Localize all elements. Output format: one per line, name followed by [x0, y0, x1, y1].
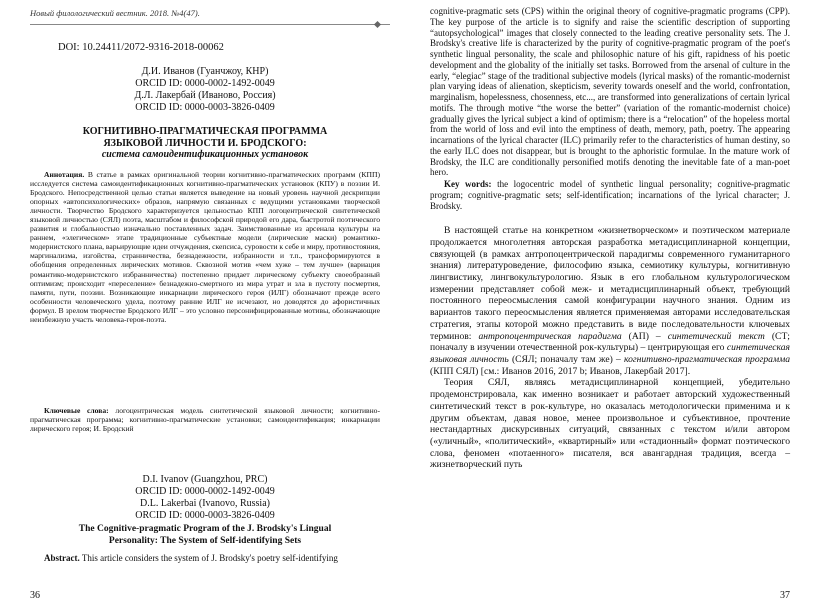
title-ru-line-1: КОГНИТИВНО-ПРАГМАТИЧЕСКАЯ ПРОГРАММА	[82, 126, 328, 137]
author-ru-1: Д.И. Иванов (Гуанчжоу, КНР)	[141, 66, 269, 77]
header-rule	[30, 24, 390, 25]
abstract-en-start	[30, 553, 380, 564]
abstract-en-text: This article considers the system of J. Brodsky's poetry self-identifying	[79, 553, 338, 563]
title-ru-line-2: ЯЗЫКОВОЙ ЛИЧНОСТИ И. БРОДСКОГО:	[103, 137, 307, 149]
author-en-2: D.L. Lakerbai (Ivanovo, Russia)	[140, 498, 270, 509]
orcid-ru-1: ORCID ID: 0000-0002-1492-0049	[135, 78, 275, 89]
term-anthropocentric-paradigm: антропоцентрическая парадигма	[478, 330, 622, 342]
title-ru-subtitle: система самоидентификационных установок	[101, 149, 309, 160]
body-p1-text-b: (АП) –	[621, 330, 668, 342]
body-p1-text-c: (СТ; поначалу в изучении отечественной рок-культуры) – центрирующая его	[430, 330, 790, 354]
term-synthetic-text: синтетический текст	[667, 330, 765, 342]
keywords-ru-label: Ключевые слова:	[44, 406, 109, 415]
authors-en	[30, 474, 380, 522]
body-p1-text-e: (КПП СЯЛ) [см.: Иванов 2016, 2017 b; Иванов, Лакербай 2017].	[430, 365, 691, 377]
abstract-ru-label: Аннотация.	[44, 170, 85, 179]
title-en-line-2: Personality: The System of Self-identifying Sets	[108, 535, 302, 546]
abstract-en-label: Abstract.	[44, 553, 80, 563]
running-head: Новый филологический вестник. 2018. №4(47).	[30, 8, 200, 18]
orcid-en-2: ORCID ID: 0000-0003-3826-0409	[135, 510, 275, 521]
keywords-ru	[30, 406, 380, 433]
author-en-1: D.I. Ivanov (Guangzhou, PRC)	[142, 474, 268, 485]
body-p1-text-d: (СЯЛ; поначалу там же) –	[508, 353, 624, 365]
abstract-ru	[30, 170, 380, 324]
term-cognitive-pragmatic-program: когнитивно-прагматическая программа	[623, 353, 790, 365]
keywords-en-text: the logocentric model of synthetic lingual personality; cognitive-pragmatic program; cognitive-pragmatic sets; self-identification; incarnations of the lyrical character; J. Brodsky.	[430, 179, 790, 211]
title-en-line-1: The Cognitive-pragmatic Program of the J. Brodsky's Lingual	[78, 524, 332, 534]
body-p1-text-a: В настоящей статье на конкретном «жизнетворческом» и поэтическом материале продолжается многолетняя авторская разработка метадисциплинарной концепции, связующей (в рамках антропоцентрической парадигмы современного гуманитарного знания) литературоведение, философию языка, семиотику культуры, когнитивную лингвистику, лингвокультурологию. Язык в его глобальном культурологическом измерении представляет собой меж- и метадисциплинарный объект, требующий постоянного переосмысления самой конфигурации научного знания. Одним из вариантов такого переосмысления является применяемая авторами исследовательская стратегия, этапы которой можно представить в виде последовательности ключевых терминов:	[430, 225, 790, 342]
orcid-ru-2: ORCID ID: 0000-0003-3826-0409	[135, 102, 275, 113]
body-paragraph-1	[430, 225, 790, 377]
right-column	[430, 6, 790, 471]
keywords-en	[430, 179, 790, 211]
orcid-en-1: ORCID ID: 0000-0002-1492-0049	[135, 486, 275, 497]
keywords-ru-text: логоцентрическая модель синтетической языковой личности; когнитивно-прагматическая программа; когнитивно-прагматические установки; самоидентификация; инкарнации лирического героя; И. Бродский	[30, 406, 380, 434]
keywords-en-label: Key words:	[444, 179, 492, 189]
title-ru	[30, 126, 380, 161]
body-paragraph-2: Теория СЯЛ, являясь метадисциплинарной концепцией, убедительно продемонстрировала, как именно возникает и работает авторский художественный синтетический текст в рок-культуре, но оказалась методологически применима и к другим объектам, давая новое, менее произвольное и субъективное, прочтение нестандартных дискурсивных ситуаций, связанных с текстом и/или автором («уличный», «политический», «квартирный» или «стадионный» формат поэтического слова, феномен «потаенного» писателя, вся авангардная традиция, всегда – жизнетворческий путь	[430, 377, 790, 471]
authors-ru	[30, 66, 380, 114]
author-ru-2: Д.Л. Лакербай (Иваново, Россия)	[134, 90, 276, 101]
title-en	[30, 524, 380, 547]
abstract-ru-text: В статье в рамках оригинальной теории когнитивно-прагматических программ (КПП) исследуется система самоидентификационных когнитивно-прагматических установок (КПУ) в поэзии И. Бродского. Непосредственной целью статьи является выведение на новый уровень научной дескрипции опорных «автопсихологических» образов, напрямую связанных с ведущими установками творческой личности. Творчество Бродского характеризуется цельностью КПП логоцентрической синтетической языковой личностью (СЯЛ) поэта, масштабом и философской природой его дара, быстротой поэтического развития и глобальностью изначально поставленных задач. Заимствованные из арсенала культуры на раннем, «элегическом» этапе традиционные субъектные модели (лирические маски) романтико-модернистского плана, варьирующие идеи отчуждения, скепсиса, суровости к себе и миру, противостояния, маргинализма, изгойства, странничества, безнадежности, избранности и т.п., трансформируются в обобщения определенных лирических мотивов. Сквозной мотив «чем хуже – тем лучше» (вариация романтико-модернистского избранничества) постепенно придает лирическому субъекту своеобразный оптимизм; происходит «переселение» безнадежно-смертного из мира утрат и зла в пустоту посмертия, памяти, пути, поэзии. Возникающие инкарнации лирического героя (ИЛГ) обозначают прежде всего особенности человеческого удела, поэтому ранние ИЛГ не исчезают, но доводятся до афористичных формул. В зрелом творчестве Бродского ИЛГ – это условно персонифицированные мотивы, обозначающие неизбежную участь человека-героя-поэта.	[30, 170, 380, 324]
page-number-left: 36	[30, 590, 40, 601]
term-synthetic-lingual-personality: синтетическая языковая личность	[430, 342, 790, 365]
right-page	[410, 0, 820, 609]
abstract-en-continuation: cognitive-pragmatic sets (CPS) within the original theory of cognitive-pragmatic programs (CPP). The key purpose of the article is to signify and raise the scientific description of supporting “autopsychological” images that closely connected to the leading creative personality sets. The J. Brodsky's creative life is characterized by the purity of cognitive-pragmatic program of the poet's synthetic lingual personality, the scale and philosophic nature of his gift, rapidness of his poetic development and the globality of the initially set tasks. Borrowed from the arsenal of culture in the early, “elegiac” stage of the traditional subjective models (lyrical masks) of the romantic-modernist plan varying ideas of alienation, skepticism, severity towards oneself and the world, confrontation, marginalism, hopelessness, chosenness, etc..., are transformed into generalizations of certain lyrical motifs. The through motive “the worse the better” (variation of the romantic-modernist choice) gradually gives the lyrical subject a kind of optimism; there is a “relocation” of the hopeless mortal from the world of loss and evil into the emptiness of death, memory, path, poetry. The appearing incarnations of the lyrical character (ILC) primarily refer to the characteristics of human destiny, so the early ILC does not disappear, but is brought to the aphoristic formulae. In the mature work of Brodsky, the ILC are conditionally personified motifs denoting the inevitable fate of a man-poet hero.	[430, 6, 790, 178]
doi: DOI: 10.24411/2072-9316-2018-00062	[58, 42, 224, 53]
page-number-right: 37	[780, 590, 790, 601]
